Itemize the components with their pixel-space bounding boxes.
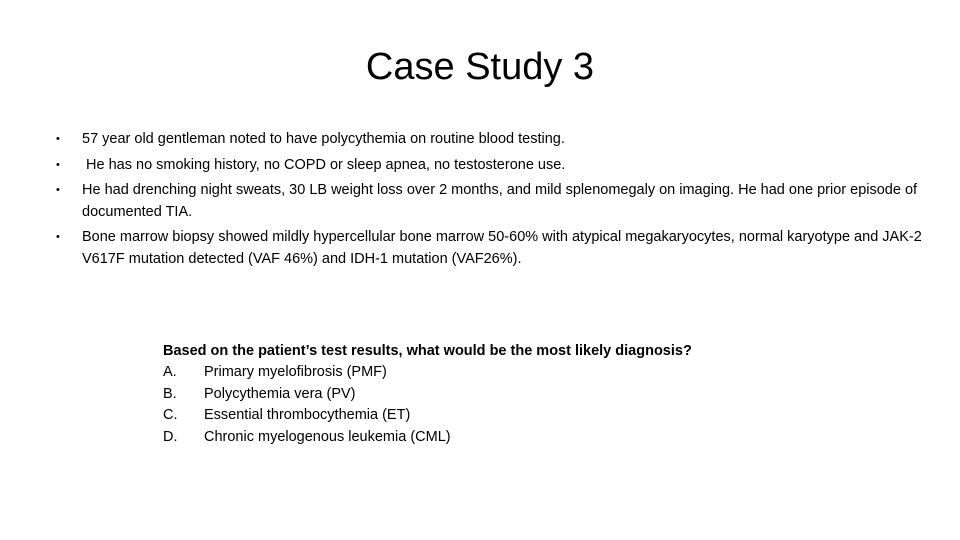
option-text: Polycythemia vera (PV) bbox=[204, 385, 356, 402]
bullet-text: 57 year old gentleman noted to have polycythemia on routine blood testing. bbox=[82, 131, 565, 147]
option-letter: D. bbox=[163, 428, 178, 445]
bullet-dot-icon: • bbox=[56, 158, 60, 171]
slide-title: Case Study 3 bbox=[365, 46, 595, 88]
question-block bbox=[163, 340, 803, 448]
bullet-text: Bone marrow biopsy showed mildly hypercellular bone marrow 50-60% with atypical megakaryocytes, normal karyotype and JAK-2 V617F mutation detected (VAF 46%) and IDH-1 mutation (VAF26%). bbox=[82, 229, 922, 267]
answer-option-d bbox=[163, 427, 803, 449]
answer-option-b bbox=[163, 384, 803, 406]
bullet-dot-icon: • bbox=[56, 133, 60, 145]
bullet-text: He has no smoking history, no COPD or sleep apnea, no testosterone use. bbox=[82, 156, 566, 173]
option-letter: C. bbox=[163, 407, 178, 423]
bullet-item bbox=[52, 227, 922, 270]
question-prompt: Based on the patient’s test results, what would be the most likely diagnosis? bbox=[163, 343, 692, 359]
bullet-text: He had drenching night sweats, 30 LB weight loss over 2 months, and mild splenomegaly on imaging. He had one prior episode of documented TIA. bbox=[82, 182, 918, 220]
bullet-dot-icon: • bbox=[56, 231, 60, 243]
option-letter: A. bbox=[163, 364, 177, 380]
bullet-item bbox=[52, 129, 922, 151]
bullet-item bbox=[52, 155, 922, 177]
answer-option-a bbox=[163, 362, 803, 384]
option-letter: B. bbox=[163, 385, 177, 402]
option-text: Essential thrombocythemia (ET) bbox=[204, 407, 411, 423]
bullet-dot-icon: • bbox=[56, 184, 60, 196]
answer-options bbox=[163, 362, 803, 448]
option-text: Primary myelofibrosis (PMF) bbox=[204, 364, 387, 380]
answer-option-c bbox=[163, 405, 803, 427]
bullet-item bbox=[52, 180, 922, 223]
case-bullet-list bbox=[52, 129, 922, 274]
option-text: Chronic myelogenous leukemia (CML) bbox=[204, 428, 451, 445]
